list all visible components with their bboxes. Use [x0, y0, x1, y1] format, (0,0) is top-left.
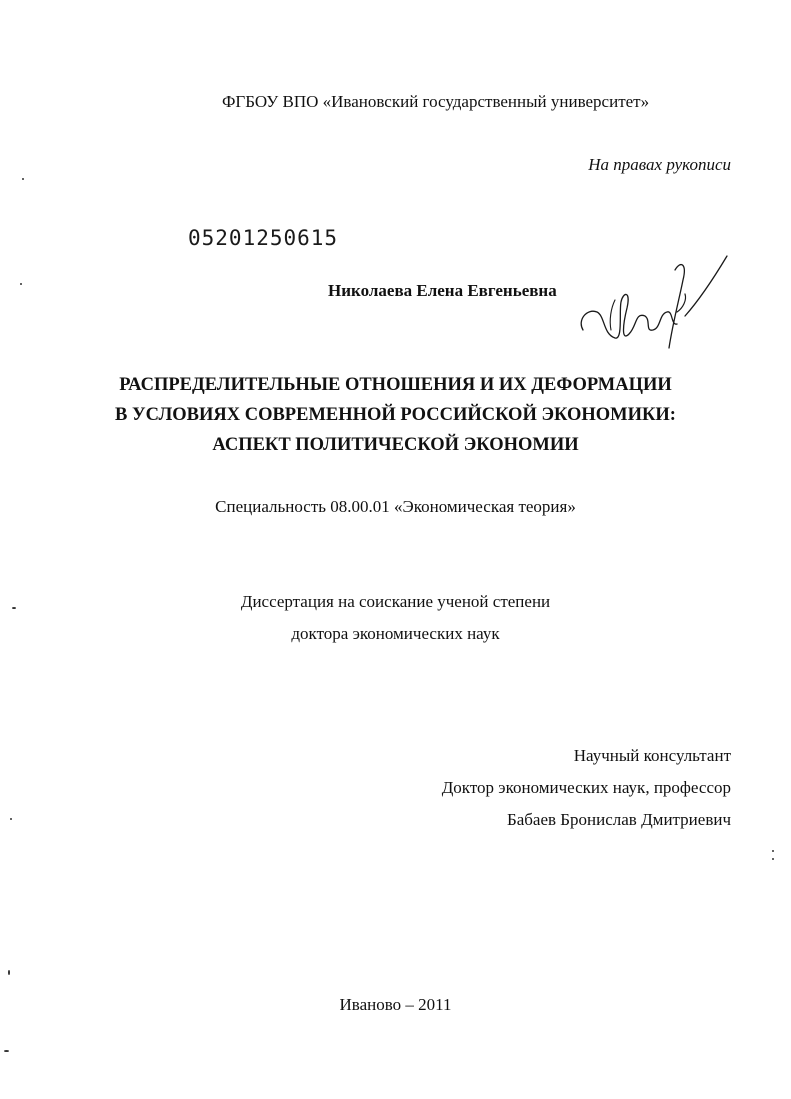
consultant-rank: Доктор экономических наук, профессор: [441, 778, 731, 797]
scan-speck: [4, 1050, 9, 1052]
consultant-name: Бабаев Бронислав Дмитриевич: [506, 810, 731, 829]
author-signature: [575, 250, 735, 360]
degree-line-2: доктора экономических наук: [291, 624, 500, 643]
degree-line-1: Диссертация на соискание ученой степени: [240, 592, 551, 611]
consultant-role: Научный консультант: [573, 746, 731, 765]
scan-speck: [8, 970, 10, 975]
scan-speck: [772, 858, 774, 860]
author-name: Николаева Елена Евгеньевна: [328, 281, 557, 300]
scan-speck: [10, 818, 12, 820]
scan-speck: [772, 850, 774, 852]
title-line-1: РАСПРЕДЕЛИТЕЛЬНЫЕ ОТНОШЕНИЯ И ИХ ДЕФОРМАЦИИ: [119, 375, 672, 395]
scan-speck: [20, 283, 22, 285]
specialty: Специальность 08.00.01 «Экономическая теория»: [215, 497, 576, 516]
archive-number: 05201250615: [188, 226, 339, 250]
scan-speck: [12, 607, 16, 609]
title-line-2: В УСЛОВИЯХ СОВРЕМЕННОЙ РОССИЙСКОЙ ЭКОНОМИКИ:: [115, 405, 676, 425]
title-line-3: АСПЕКТ ПОЛИТИЧЕСКОЙ ЭКОНОМИИ: [212, 435, 579, 455]
dissertation-title: [0, 370, 791, 460]
institution-name: ФГБОУ ВПО «Ивановский государственный университет»: [222, 92, 650, 111]
scan-speck: [22, 178, 24, 180]
manuscript-note: На правах рукописи: [588, 155, 731, 174]
city-year: Иваново – 2011: [339, 995, 452, 1014]
